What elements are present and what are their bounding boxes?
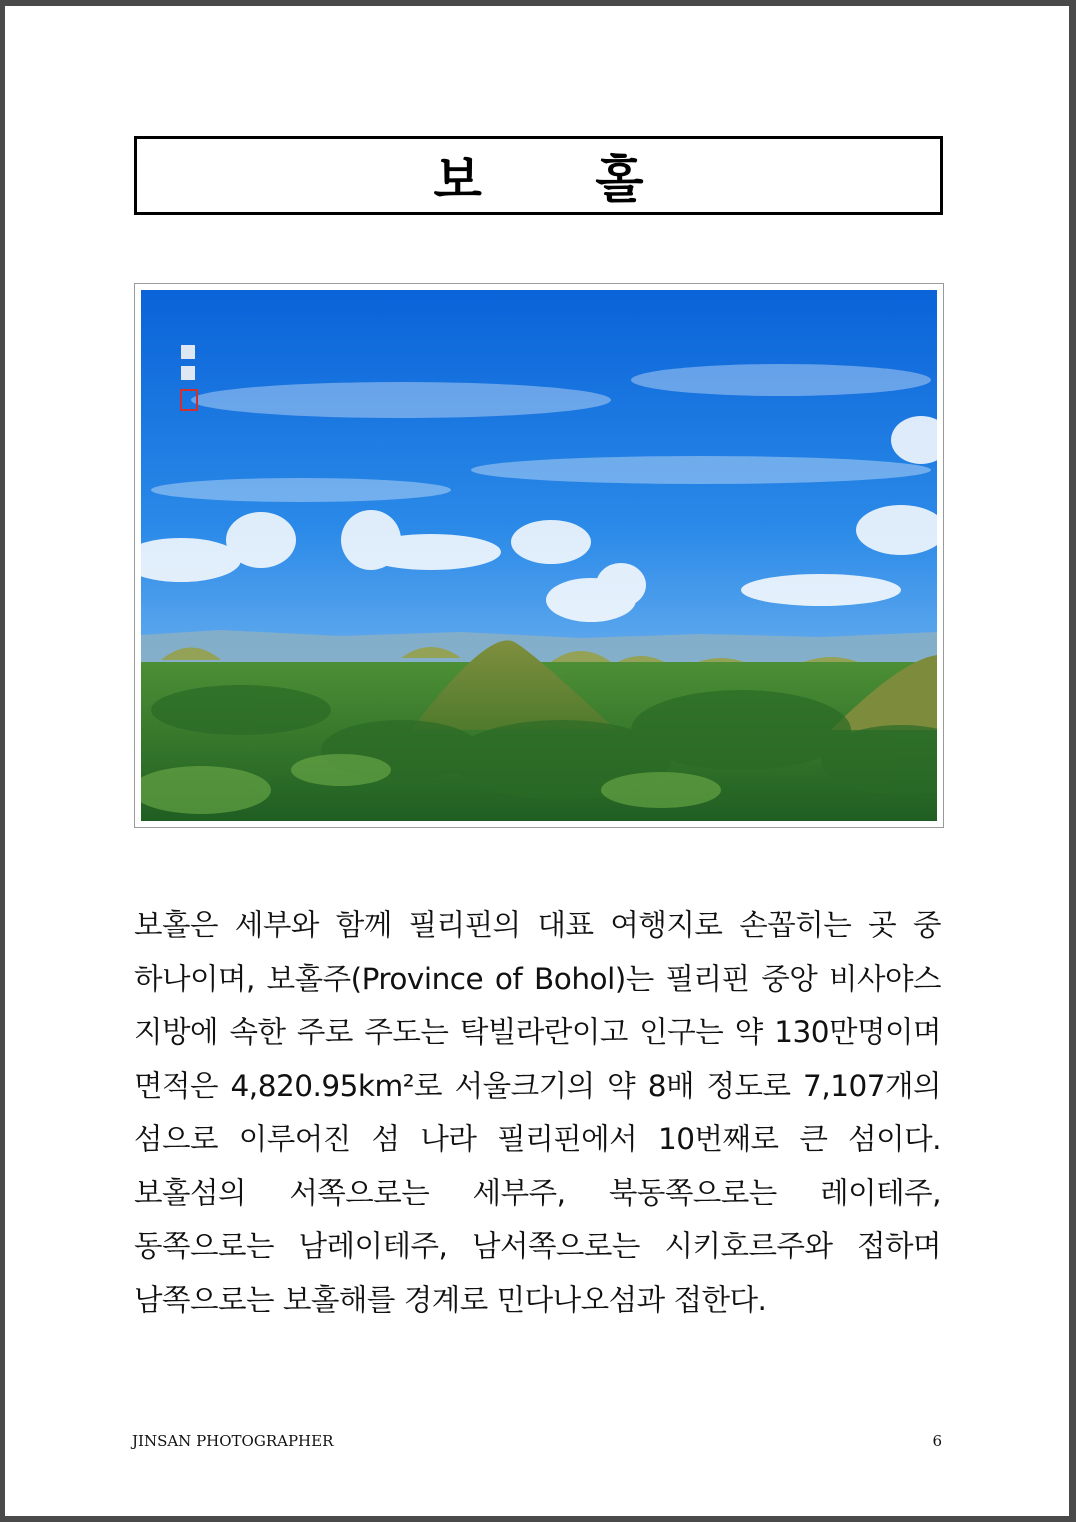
document-page (5, 6, 1069, 1516)
page-title: 보 홀 (433, 150, 692, 209)
title-box (134, 136, 943, 215)
footer-author: JINSAN PHOTOGRAPHER (132, 1432, 334, 1450)
photo-frame (134, 283, 944, 828)
landscape-photo (141, 290, 937, 821)
body-paragraph: 보홀은 세부와 함께 필리핀의 대표 여행지로 손꼽히는 곳 중 하나이며, 보홀주(Province of Bohol)는 필리핀 중앙 비사야스 지방에 속한 주로 주도는 탁빌라란이고 인구는 약 130만명이며 면적은 4,820.95km²로 서울크기의 약 8배 정도로 7,107개의 섬으로 이루어진 섬 나라 필리핀에서 10번째로 큰 섬이다. 보홀섬의 서쪽으로는 세부주, 북동쪽으로는 레이테주, 동쪽으로는 남레이테주, 남서쪽으로는 시키호르주와 접하며 남쪽으로는 보홀해를 경계로 민다나오섬과 접한다. (134, 908, 941, 1317)
page-number: 6 (932, 1432, 942, 1450)
